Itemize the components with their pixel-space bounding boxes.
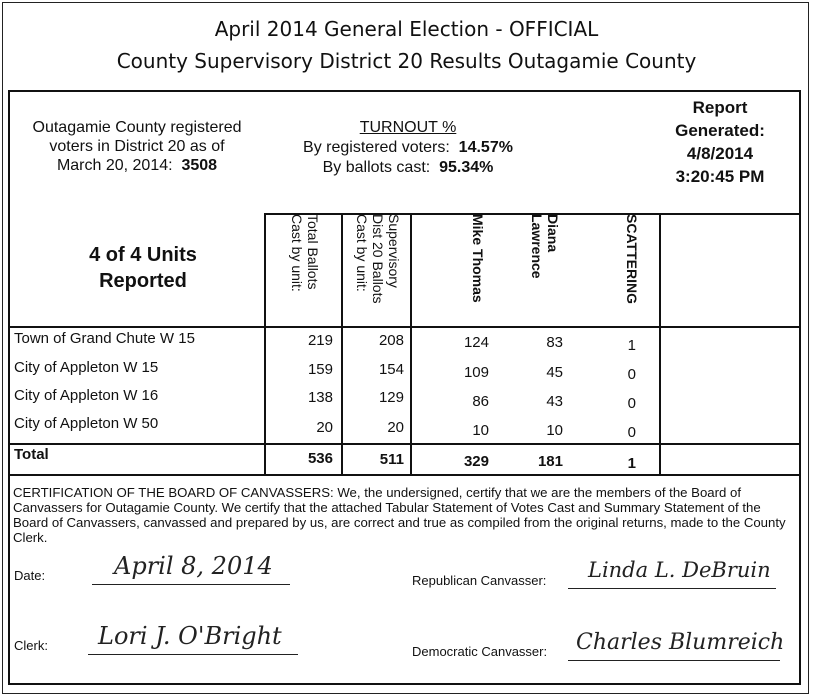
- total-sc: 1: [627, 455, 636, 472]
- row-4-c2: 10: [546, 422, 563, 439]
- col-header-total-ballots: [289, 214, 322, 326]
- turnout-registered-value: 14.57%: [458, 139, 513, 156]
- report-time: 3:20:45 PM: [675, 167, 765, 186]
- row-2-total: 159: [307, 361, 333, 378]
- col-candidate2-text: [529, 214, 561, 279]
- row-unit-2: City of Appleton W 15: [14, 359, 159, 376]
- turnout-heading: TURNOUT %: [359, 119, 457, 136]
- row-unit-1: Town of Grand Chute W 15: [14, 330, 195, 347]
- col-header-total-ballots-text: [289, 214, 321, 292]
- total-sup: 511: [379, 451, 404, 468]
- clerk-label: Clerk:: [14, 638, 48, 653]
- total-bottom-line: [10, 474, 801, 476]
- registered-voters-info: [12, 118, 262, 175]
- date-signature: April 8, 2014: [114, 552, 273, 580]
- units-reported-line-2: Reported: [99, 270, 187, 292]
- registered-count: 3508: [181, 157, 218, 174]
- registered-line-2: voters in District 20 as of: [49, 138, 225, 155]
- certification-text: CERTIFICATION OF THE BOARD OF CANVASSERS: We, the undersigned, certify that we are the members of the Board of Canvassers for Outagamie County. We certify that the attached Tabular Statement of Votes Cast and Summary Statement of the Board of Canvassers, canvassed and prepared by us, are correct and true as compiled from the original returns, made to the County Clerk.: [13, 485, 786, 545]
- row-3-c1: 86: [472, 393, 489, 410]
- col-candidate1-text: Mike Thomas: [470, 214, 486, 303]
- row-4-sup: 20: [387, 419, 404, 436]
- registered-date-label: March 20, 2014:: [56, 157, 173, 174]
- republican-signature: Linda L. DeBruin: [588, 558, 771, 582]
- col-header-supervisory-text: [354, 214, 402, 303]
- row-4-c1: 10: [472, 422, 489, 439]
- total-top-line: [10, 443, 801, 445]
- units-reported-line-1: 4 of 4 Units: [89, 244, 197, 266]
- col-candidate2-line2: Lawrence: [529, 214, 545, 279]
- row-3-total: 138: [307, 389, 333, 406]
- date-line: [92, 584, 290, 585]
- col-divider-4: [659, 213, 661, 475]
- row-unit-3: City of Appleton W 16: [14, 387, 159, 404]
- col-header-scattering: [624, 214, 641, 326]
- total-label: Total: [14, 446, 49, 463]
- col-total-line2: Cast by unit:: [289, 214, 305, 292]
- clerk-line: [88, 654, 298, 655]
- registered-line-1: Outagamie County registered: [32, 119, 242, 136]
- row-2-sup: 154: [378, 361, 404, 378]
- col-sup-line1: Supervisory: [386, 214, 402, 288]
- republican-label: Republican Canvasser:: [412, 573, 547, 588]
- report-generated: [650, 96, 790, 188]
- report-date: 4/8/2014: [686, 144, 754, 163]
- turnout-info: [278, 118, 538, 178]
- democratic-line: [568, 660, 780, 661]
- col-candidate2-line1: Diana: [545, 214, 561, 253]
- row-4-total: 20: [316, 419, 333, 436]
- registered-line-3: [12, 156, 262, 175]
- row-1-sup: 208: [378, 332, 404, 349]
- row-3-c2: 43: [546, 393, 563, 410]
- row-1-c2: 83: [546, 334, 563, 351]
- row-2-c2: 45: [546, 364, 563, 381]
- democratic-signature: Charles Blumreich: [576, 630, 785, 655]
- republican-line: [568, 588, 776, 589]
- header-bottom-line: [10, 326, 801, 328]
- total-c2: 181: [537, 453, 563, 470]
- units-reported: [48, 242, 238, 294]
- col-sup-line2: Dist 20 Ballots: [370, 214, 386, 304]
- row-1-total: 219: [307, 332, 333, 349]
- row-2-sc: 0: [627, 366, 636, 383]
- date-label: Date:: [14, 568, 46, 583]
- total-total: 536: [307, 450, 333, 467]
- row-3-sup: 129: [378, 389, 404, 406]
- row-3-sc: 0: [627, 395, 636, 412]
- turnout-registered-line: [278, 138, 538, 158]
- generated-label: Generated:: [675, 121, 765, 140]
- turnout-ballots-value: 95.34%: [439, 159, 494, 176]
- turnout-ballots-label: By ballots cast:: [322, 159, 431, 176]
- row-4-sc: 0: [627, 424, 636, 441]
- report-label: Report: [692, 98, 748, 117]
- col-scattering-text: SCATTERING: [624, 214, 640, 304]
- row-unit-4: City of Appleton W 50: [14, 415, 159, 432]
- turnout-ballots-line: [278, 158, 538, 178]
- row-1-sc: 1: [627, 337, 636, 354]
- row-2-c1: 109: [463, 364, 489, 381]
- turnout-registered-label: By registered voters:: [303, 139, 450, 156]
- col-header-supervisory: [354, 214, 403, 326]
- col-header-mike-thomas: [470, 214, 487, 326]
- clerk-signature: Lori J. O'Bright: [98, 622, 282, 650]
- col-header-diana-lawrence: [529, 214, 562, 326]
- col-sup-line3: Cast by unit:: [354, 214, 370, 292]
- democratic-label: Democratic Canvasser:: [412, 644, 548, 659]
- total-c1: 329: [463, 453, 489, 470]
- col-total-line1: Total Ballots: [305, 214, 321, 290]
- row-1-c1: 124: [463, 334, 489, 351]
- title-line-2: County Supervisory District 20 Results Outagamie County: [116, 49, 697, 73]
- title-line-1: April 2014 General Election - OFFICIAL: [214, 17, 599, 41]
